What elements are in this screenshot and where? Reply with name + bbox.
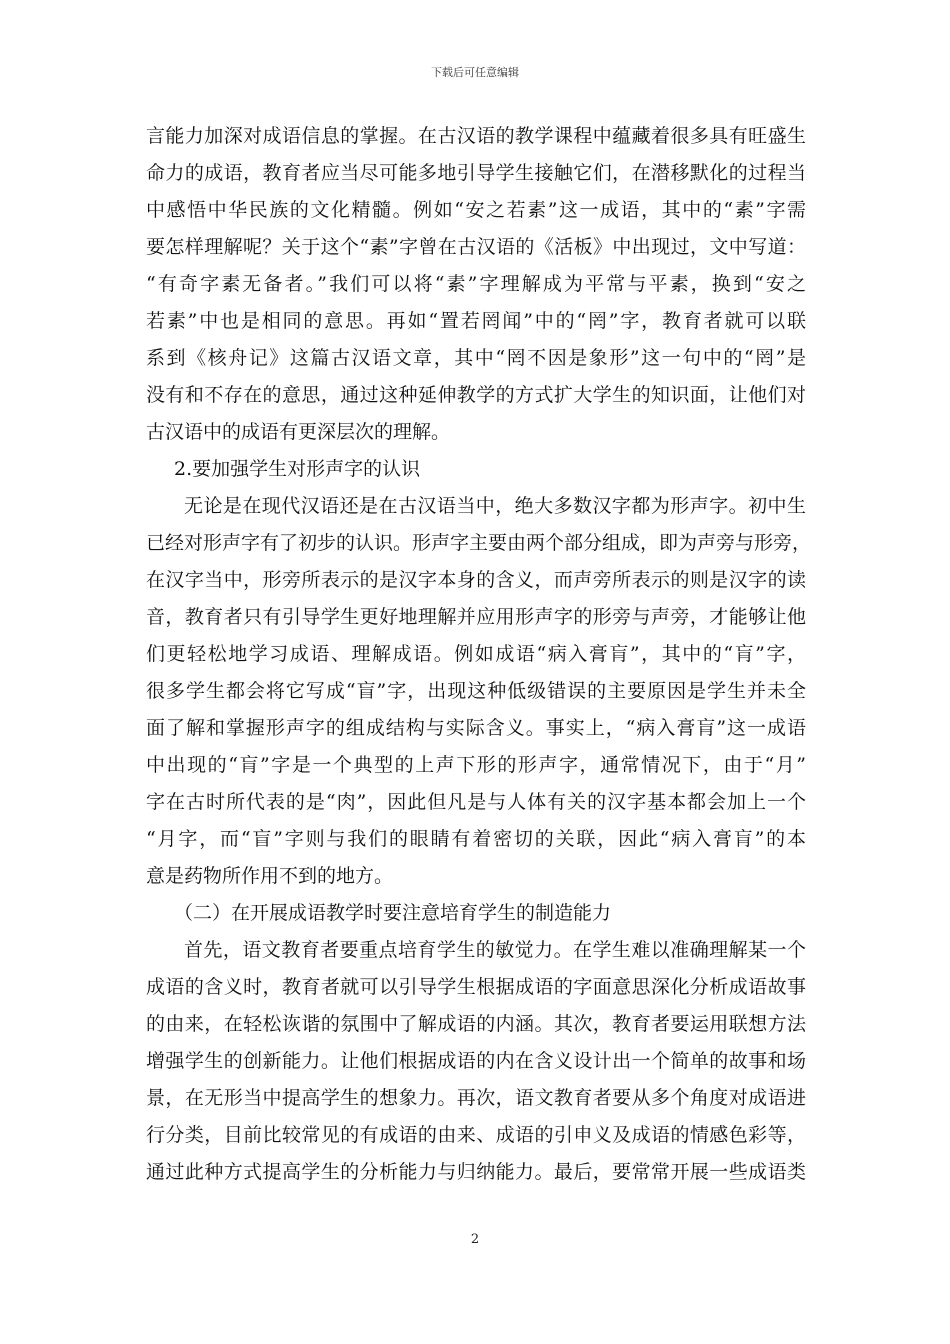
- text-line: 景，在无形当中提高学生的想象力。再次，语文教育者要从多个角度对成语进: [146, 1087, 806, 1109]
- text-line: “月字，而“盲”字则与我们的眼睛有着密切的关联，因此“病入膏肓”的本: [146, 828, 806, 850]
- text-line: 很多学生都会将它写成“盲”字，出现这种低级错误的主要原因是学生并未全: [146, 680, 806, 702]
- text-line: 们更轻松地学习成语、理解成语。例如成语“病入膏肓”，其中的“肓”字，: [146, 643, 806, 665]
- text-line: 命力的成语，教育者应当尽可能多地引导学生接触它们，在潜移默化的过程当: [146, 162, 806, 184]
- text-line: 没有和不存在的意思，通过这种延伸教学的方式扩大学生的知识面，让他们对: [146, 384, 806, 406]
- text-line: 要怎样理解呢？关于这个“素”字曾在古汉语的《活板》中出现过，文中写道：: [146, 236, 806, 258]
- text-line: 言能力加深对成语信息的掌握。在古汉语的教学课程中蕴藏着很多具有旺盛生: [146, 125, 806, 147]
- text-line: 古汉语中的成语有更深层次的理解。: [146, 421, 451, 443]
- text-line: 已经对形声字有了初步的认识。形声字主要由两个部分组成，即为声旁与形旁，: [146, 532, 812, 554]
- text-line: 通过此种方式提高学生的分析能力与归纳能力。最后，要常常开展一些成语类: [146, 1161, 806, 1183]
- text-line: “有奇字素无备者。”我们可以将“素”字理解成为平常与平素，换到“安之: [146, 273, 806, 295]
- text-line: 行分类，目前比较常见的有成语的由来、成语的引申义及成语的情感色彩等，: [146, 1124, 806, 1146]
- text-line: 成语的含义时，教育者就可以引导学生根据成语的字面意思深化分析成语故事: [146, 976, 806, 998]
- text-line: （二）在开展成语教学时要注意培育学生的制造能力: [174, 902, 612, 924]
- text-line: 若素”中也是相同的意思。再如“置若罔闻”中的“罔”字，教育者就可以联: [146, 310, 806, 332]
- text-line: 无论是在现代汉语还是在古汉语当中，绝大多数汉字都为形声字。初中生: [184, 495, 806, 517]
- text-line: 意是药物所作用不到的地方。: [146, 865, 394, 887]
- page-header: 下载后可任意编辑: [431, 66, 519, 79]
- text-line: 增强学生的创新能力。让他们根据成语的内在含义设计出一个简单的故事和场: [146, 1050, 806, 1072]
- text-line: 音，教育者只有引导学生更好地理解并应用形声字的形旁与声旁，才能够让他: [146, 606, 806, 628]
- text-line: 面了解和掌握形声字的组成结构与实际含义。事实上，“病入膏肓”这一成语: [146, 717, 806, 739]
- text-line: 2.要加强学生对形声字的认识: [174, 458, 421, 480]
- text-line: 字在古时所代表的是“肉”，因此但凡是与人体有关的汉字基本都会加上一个: [146, 791, 806, 813]
- text-line: 的由来，在轻松诙谐的氛围中了解成语的内涵。其次，教育者要运用联想方法: [146, 1013, 806, 1035]
- text-line: 首先，语文教育者要重点培育学生的敏觉力。在学生难以准确理解某一个: [184, 939, 806, 961]
- text-line: 在汉字当中，形旁所表示的是汉字本身的含义，而声旁所表示的则是汉字的读: [146, 569, 806, 591]
- body-text: [146, 118, 812, 1191]
- page-number: 2: [470, 1232, 480, 1247]
- text-line: 中感悟中华民族的文化精髓。例如“安之若素”这一成语，其中的“素”字需: [146, 199, 806, 221]
- text-line: 系到《核舟记》这篇古汉语文章，其中“罔不因是象形”这一句中的“罔”是: [146, 347, 806, 369]
- text-line: 中出现的“肓”字是一个典型的上声下形的形声字，通常情况下，由于“月”: [146, 754, 806, 776]
